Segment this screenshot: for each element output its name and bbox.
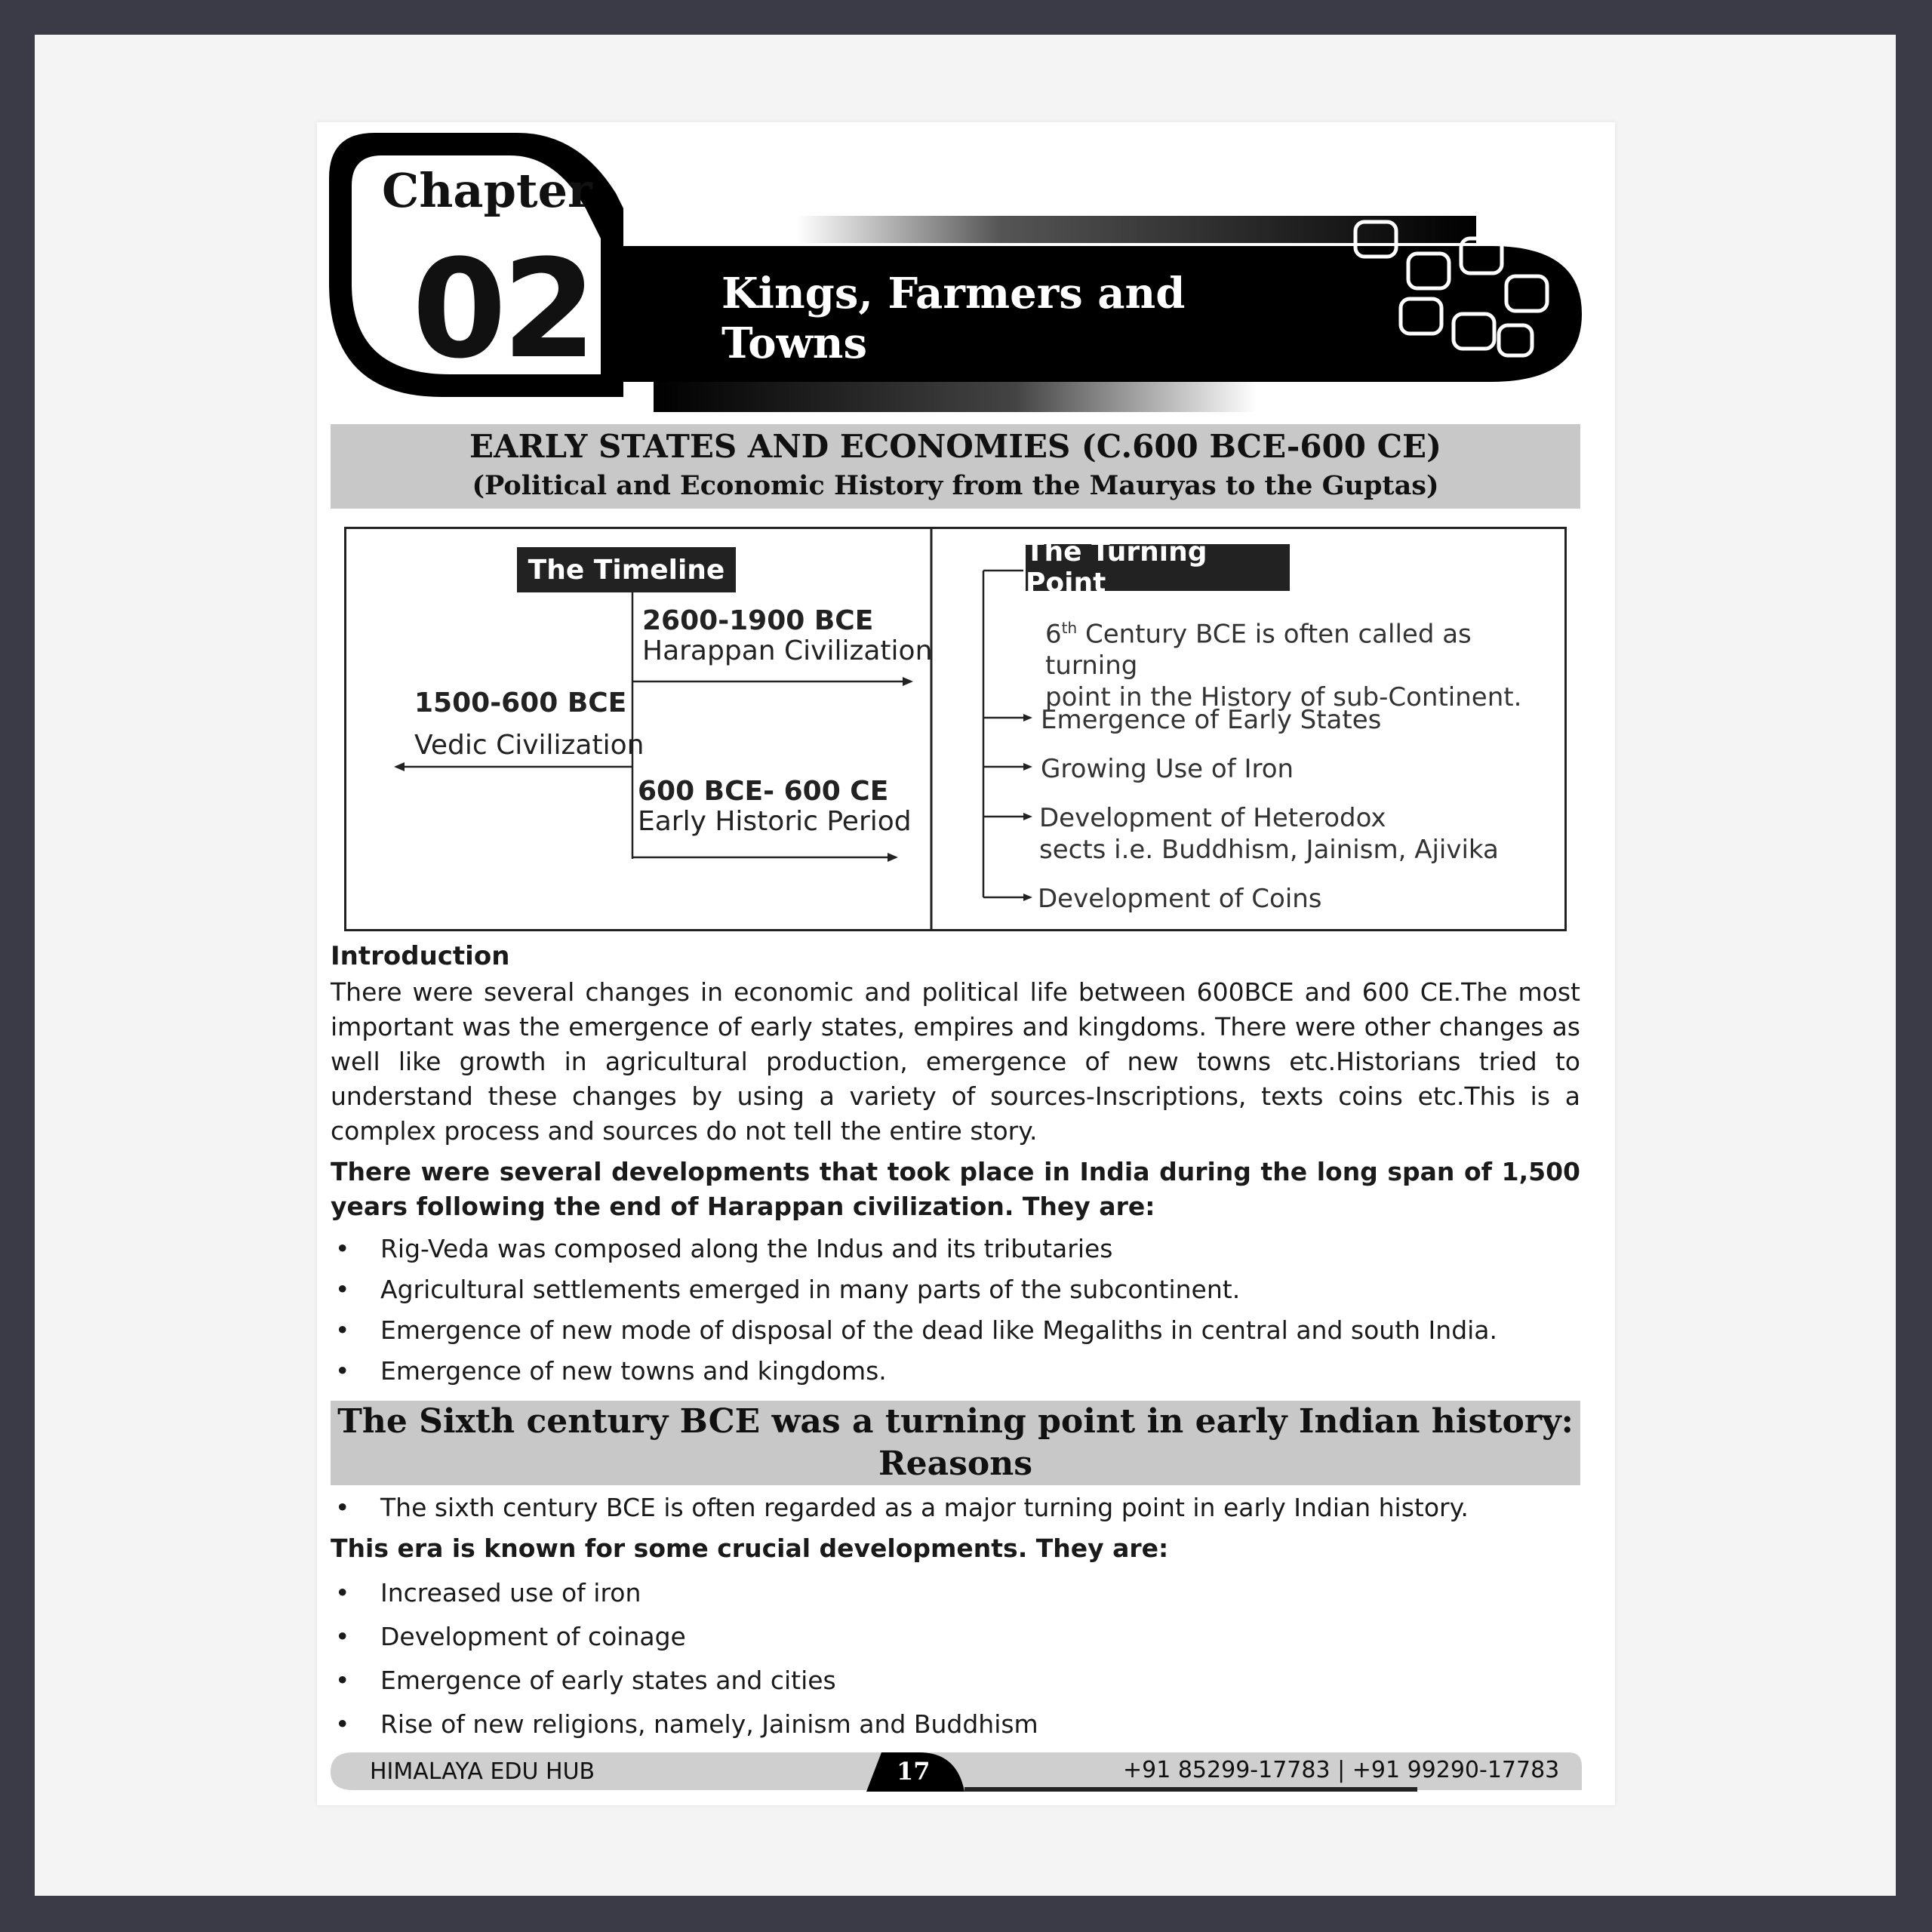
developments-list bbox=[331, 1229, 1580, 1392]
list-item: • The sixth century BCE is often regarded as a major turning point in early Indian history. bbox=[331, 1488, 1580, 1527]
contact-phones: +91 85299-17783 | +91 99290-17783 bbox=[1123, 1757, 1560, 1783]
timeline-period-name: Early Historic Period bbox=[638, 806, 912, 837]
turning-point-item: Growing Use of Iron bbox=[1041, 754, 1294, 784]
corner-decoration-right bbox=[1898, 0, 1932, 574]
list-item: • Increased use of iron bbox=[331, 1571, 1580, 1615]
turning-point-item: sects i.e. Buddhism, Jainism, Ajivika bbox=[1039, 835, 1499, 865]
turning-point-item: Development of Heterodox bbox=[1039, 803, 1386, 833]
list-item: • Emergence of new mode of disposal of the dead like Megaliths in central and south India. bbox=[331, 1310, 1580, 1351]
developments-heading: There were several developments that took place in India during the long span of 1,500 years following the end of Harappan civilization. They are: bbox=[331, 1157, 1580, 1221]
page-footer bbox=[331, 1749, 1582, 1795]
timeline-label: The Timeline bbox=[517, 547, 736, 592]
section-title-bar bbox=[331, 1401, 1580, 1485]
timeline-period-name: Vedic Civilization bbox=[414, 730, 645, 761]
section2-intro-list bbox=[331, 1488, 1580, 1527]
list-item: • Rise of new religions, namely, Jainism and Buddhism bbox=[331, 1703, 1580, 1746]
chapter-number: 02 bbox=[412, 231, 592, 389]
document-page bbox=[317, 122, 1615, 1805]
timeline-date: 2600-1900 BCE bbox=[642, 605, 874, 636]
list-item: • Agricultural settlements emerged in many parts of the subcontinent. bbox=[331, 1269, 1580, 1310]
introduction-heading: Introduction bbox=[331, 941, 510, 971]
turning-point-item: Development of Coins bbox=[1038, 884, 1322, 914]
list-item: • Development of coinage bbox=[331, 1615, 1580, 1659]
turning-point-item: Emergence of Early States bbox=[1041, 705, 1382, 735]
era-heading: This era is known for some crucial developments. They are: bbox=[331, 1534, 1169, 1563]
list-item: • Emergence of new towns and kingdoms. bbox=[331, 1351, 1580, 1392]
timeline-date: 1500-600 BCE bbox=[414, 688, 627, 718]
corner-decoration-bottom bbox=[0, 1898, 1087, 1932]
corner-decoration-left bbox=[0, 1087, 35, 1932]
introduction-section bbox=[331, 939, 1580, 1392]
timeline-box bbox=[344, 527, 1567, 931]
section-subtitle: (Political and Economic History from the Mauryas to the Guptas) bbox=[472, 470, 1439, 501]
publisher-name: HIMALAYA EDU HUB bbox=[370, 1758, 595, 1785]
section-title: The Sixth century BCE was a turning point in early Indian history: Reasons bbox=[337, 1402, 1574, 1483]
list-item: • Emergence of early states and cities bbox=[331, 1659, 1580, 1703]
section-title: EARLY STATES AND ECONOMIES (C.600 BCE-600 CE) bbox=[469, 428, 1441, 465]
list-item: • Rig-Veda was composed along the Indus and its tributaries bbox=[331, 1229, 1580, 1269]
chapter-title: Kings, Farmers and Towns bbox=[721, 269, 1186, 368]
era-developments-list bbox=[331, 1571, 1580, 1746]
section2-content bbox=[331, 1488, 1580, 1746]
corner-decoration-top-right bbox=[1192, 0, 1932, 34]
chapter-label: Chapter bbox=[382, 163, 592, 218]
turning-point-label: The Turning Point bbox=[1026, 544, 1290, 591]
timeline-item bbox=[642, 606, 932, 666]
timeline-period-name: Harappan Civilization bbox=[642, 635, 933, 666]
timeline-item bbox=[414, 688, 644, 761]
chapter-header bbox=[329, 133, 1604, 420]
section-title-bar bbox=[331, 424, 1580, 509]
timeline-item bbox=[638, 777, 912, 837]
page-number: 17 bbox=[897, 1757, 931, 1786]
introduction-paragraph: There were several changes in economic and political life between 600BCE and 600 CE.The most important was the emergence of early states, empires and kingdoms. There were other changes as well like growth in agricultural production, emergence of new towns etc.Historians tried to understand these changes by using a variety of sources-Inscriptions, texts coins etc.This is a complex process and sources do not tell the entire story. bbox=[331, 977, 1580, 1146]
timeline-date: 600 BCE- 600 CE bbox=[638, 776, 889, 807]
turning-point-intro: 6th Century BCE is often called as turning point in the History of sub-Continent. bbox=[1045, 619, 1522, 713]
